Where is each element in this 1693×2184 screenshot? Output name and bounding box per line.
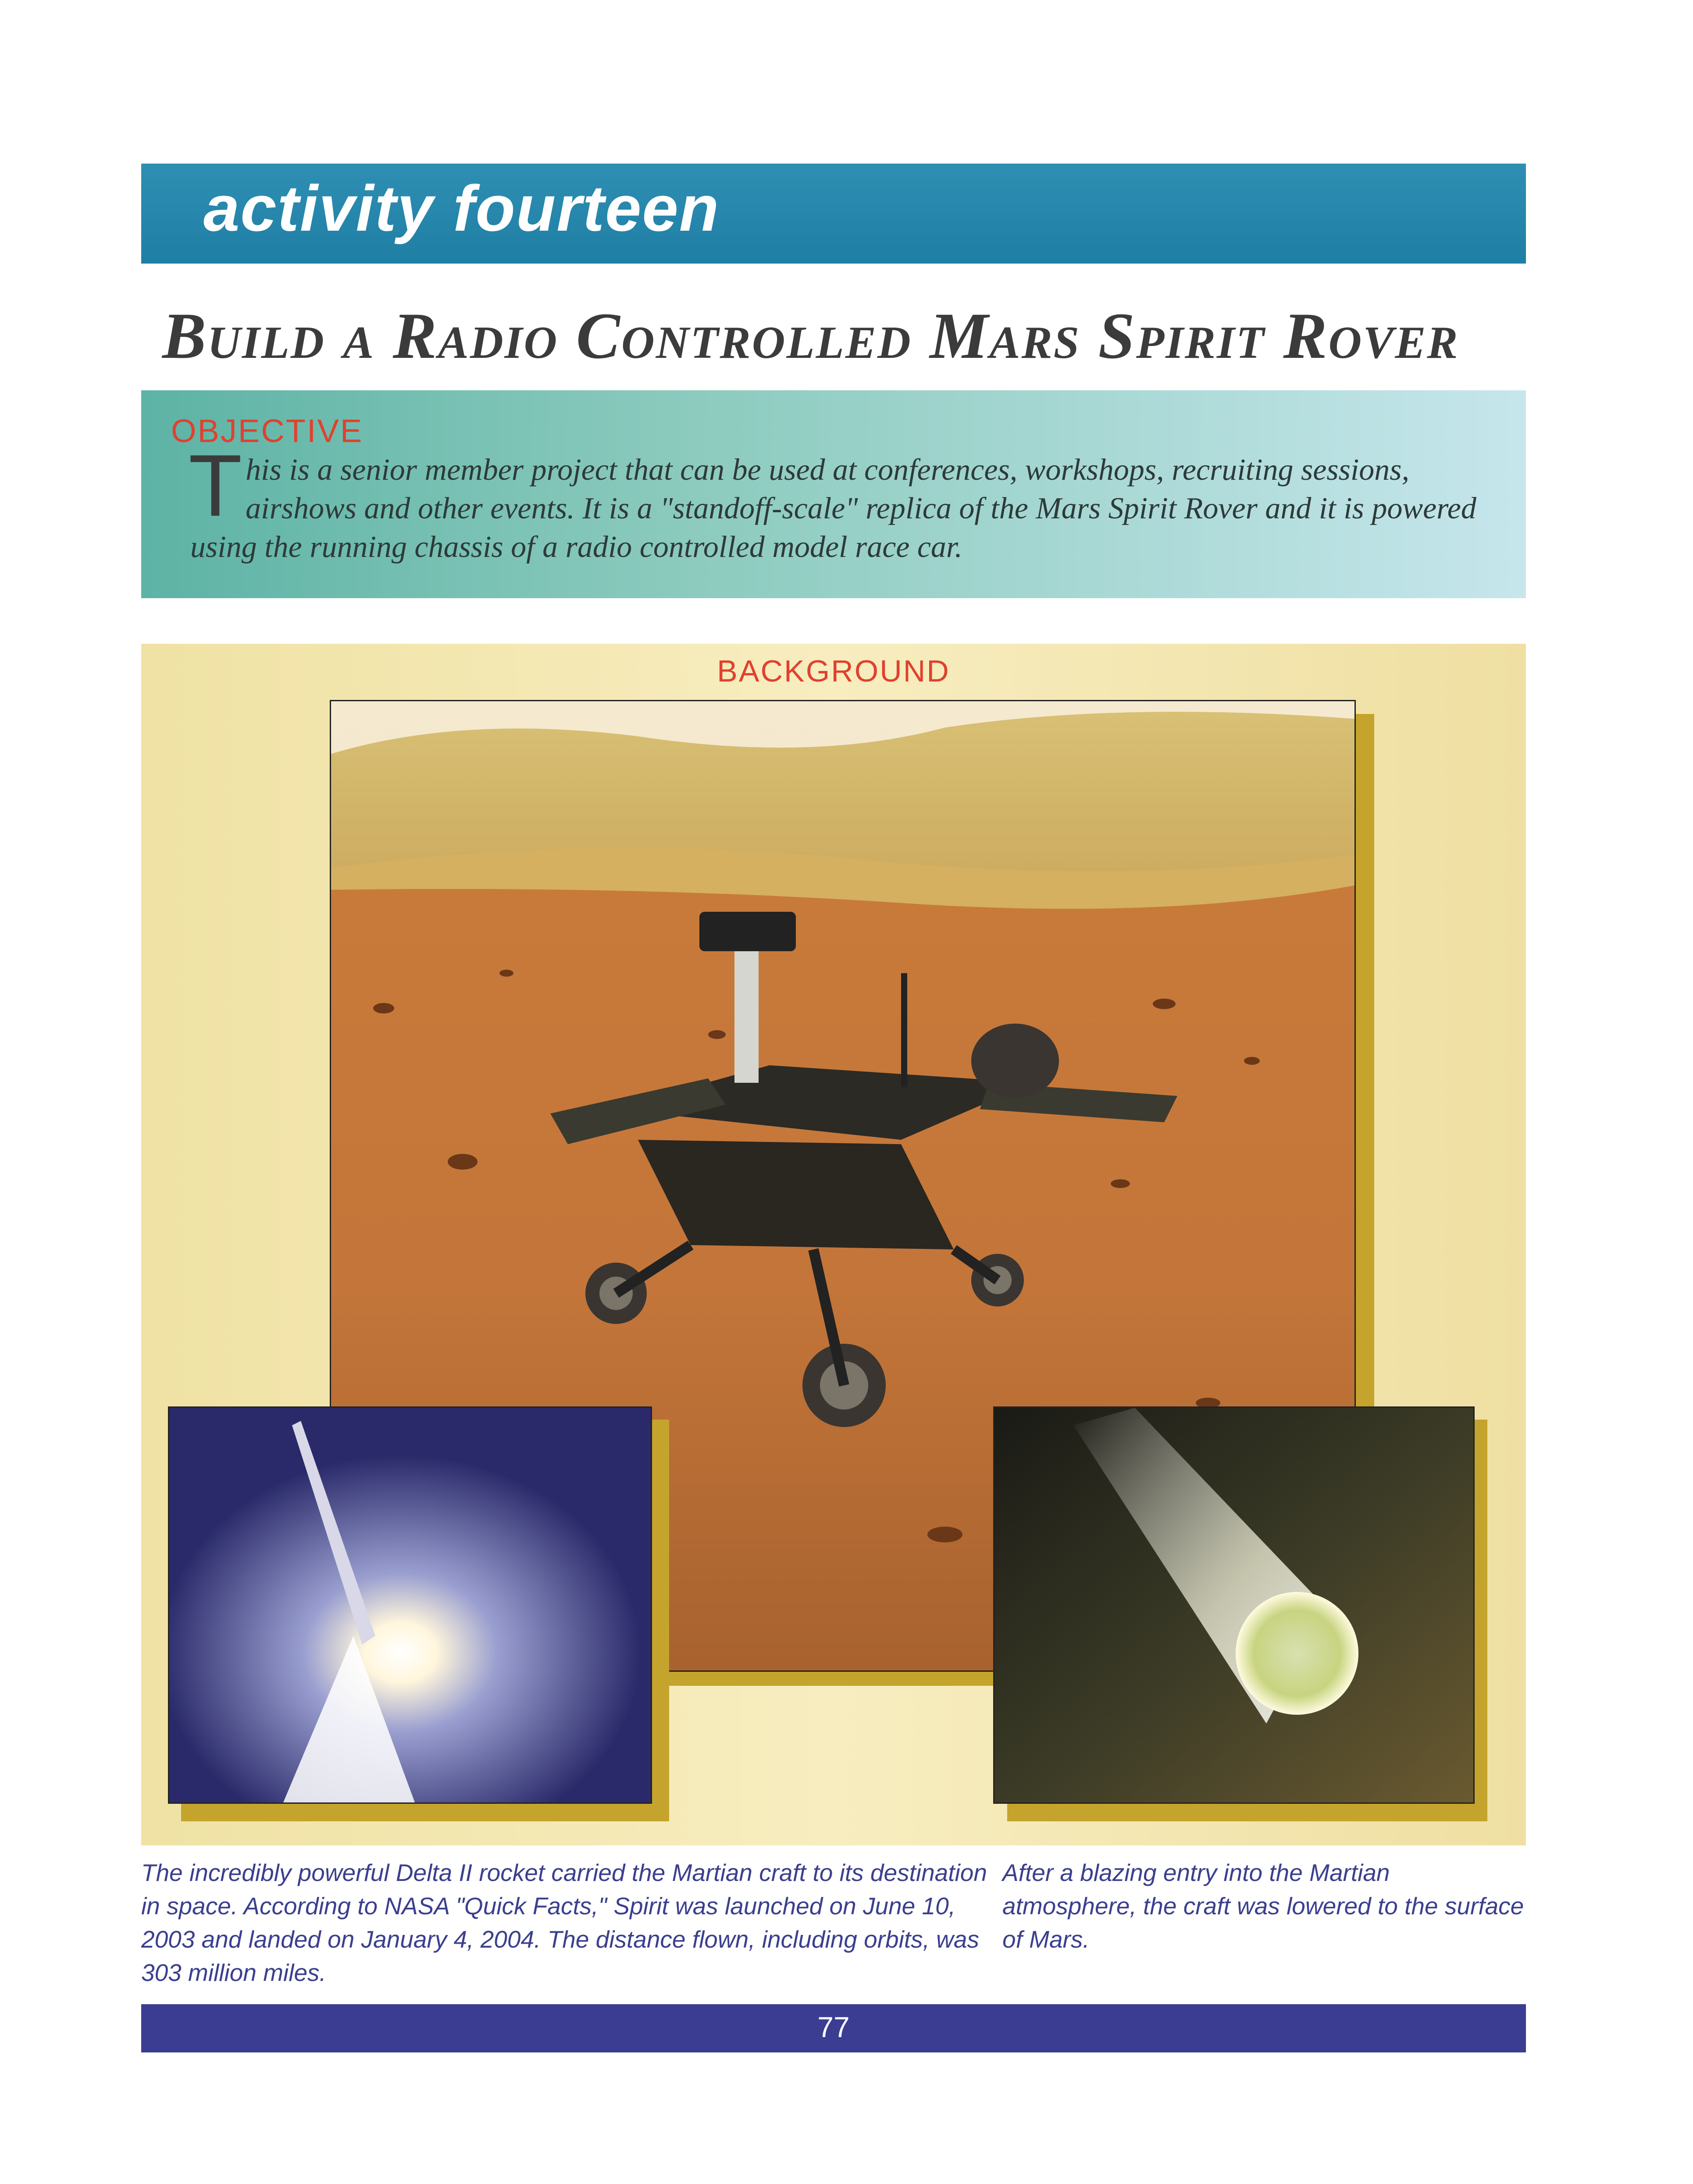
objective-dropcap: T — [189, 437, 242, 535]
page-number: 77 — [817, 2011, 850, 2043]
rocket-launch-illustration — [169, 1408, 651, 1802]
objective-paragraph — [189, 437, 1501, 567]
atmospheric-entry-illustration — [994, 1408, 1473, 1802]
objective-section — [141, 390, 1526, 598]
activity-banner — [141, 164, 1526, 264]
page-title: Build a Radio Controlled Mars Spirit Rover — [162, 300, 1459, 372]
footer-bar — [141, 2004, 1526, 2052]
delta-ii-rocket-photo — [168, 1406, 652, 1804]
activity-title: activity fourteen — [203, 172, 720, 245]
background-heading: BACKGROUND — [717, 654, 950, 688]
atmospheric-entry-photo — [993, 1406, 1475, 1804]
entry-caption: After a blazing entry into the Martian atmosphere, the craft was lowered to the surface of Mars. — [1002, 1859, 1524, 1953]
objective-text: his is a senior member project that can be used at conferences, workshops, recruiting sessions, airshows and other events. It is a "standoff-scale" replica of the Mars Spirit Rover and it is powered using the running chassis of a radio controlled model race car. — [190, 453, 1476, 564]
objective-heading: OBJECTIVE — [171, 413, 364, 449]
rocket-caption: The incredibly powerful Delta II rocket carried the Martian craft to its destination in space. According to NASA "Quick Facts," Spirit was launched on June 10, 2003 and landed on January 4, 2004. The distance flown, including orbits, was 303 million miles. — [141, 1859, 987, 1986]
